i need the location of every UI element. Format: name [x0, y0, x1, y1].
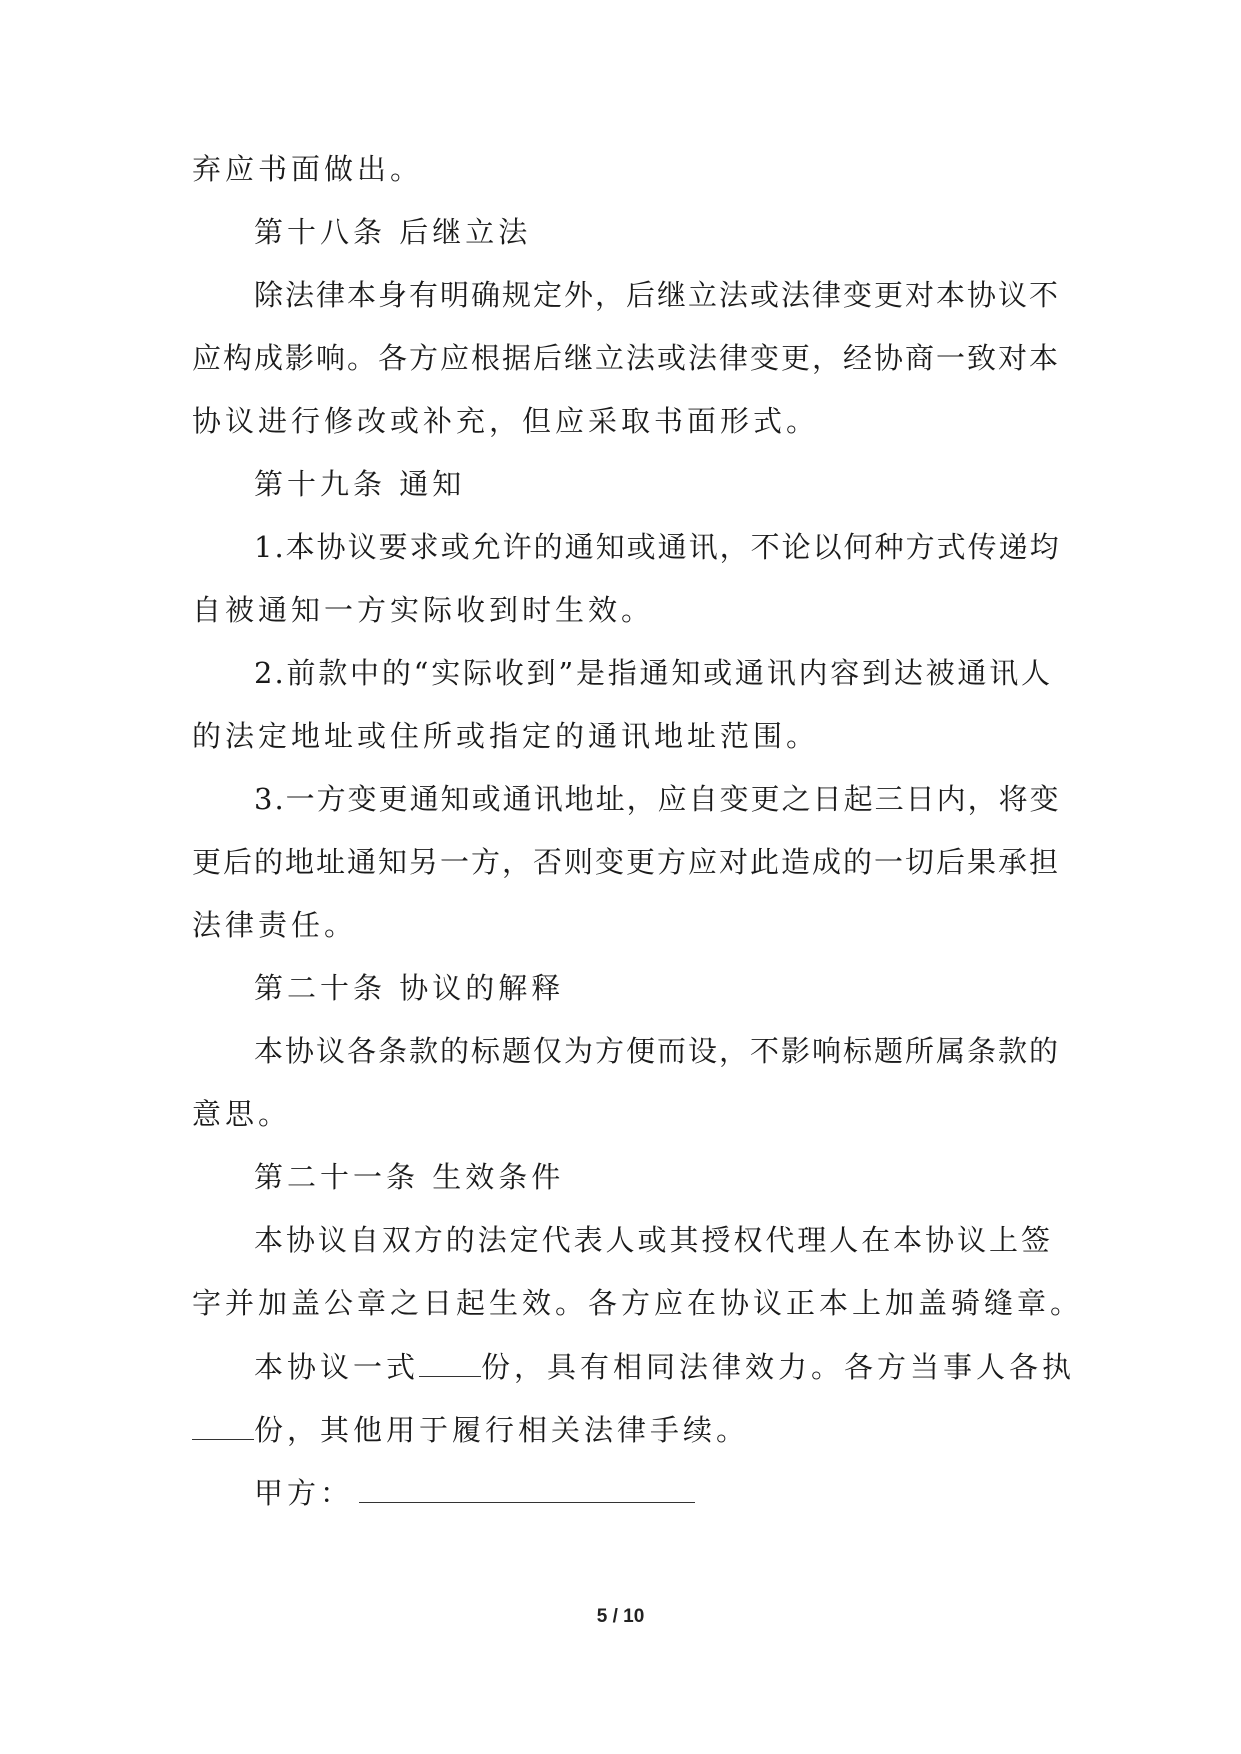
paragraph-line: 应构成影响。各方应根据后继立法或法律变更，经协商一致对本 [192, 341, 1061, 375]
paragraph-line: 协议进行修改或补充，但应采取书面形式。 [192, 404, 820, 438]
copies-line-2 [192, 1413, 1052, 1447]
party-a-label: 甲方： [254, 1476, 354, 1510]
copies-line [192, 1350, 1076, 1384]
paragraph-line: 3.一方变更通知或通讯地址，应自变更之日起三日内，将变 [254, 782, 1061, 816]
paragraph-line: 除法律本身有明确规定外，后继立法或法律变更对本协议不 [254, 278, 1061, 312]
paragraph-line: 2.前款中的“实际收到”是指通知或通讯内容到达被通讯人 [254, 656, 1052, 690]
paragraph-line: 的法定地址或住所或指定的通讯地址范围。 [192, 719, 820, 753]
paragraph-line: 本协议各条款的标题仅为方便而设，不影响标题所属条款的 [254, 1034, 1061, 1068]
copies-blank [419, 1352, 481, 1377]
article-21-heading: 第二十一条 生效条件 [254, 1160, 565, 1194]
copies-text-before: 本协议一式 [254, 1350, 420, 1384]
article-19-heading: 第十九条 通知 [254, 467, 466, 501]
article-20-heading: 第二十条 协议的解释 [254, 971, 565, 1005]
copies-text-after-2: 份，其他用于履行相关法律手续。 [254, 1413, 750, 1447]
paragraph-line: 本协议自双方的法定代表人或其授权代理人在本协议上签 [254, 1223, 1052, 1257]
paragraph-line: 自被通知一方实际收到时生效。 [192, 593, 655, 627]
paragraph-line: 法律责任。 [192, 908, 358, 942]
copies-each-blank [192, 1415, 254, 1440]
party-a-blank [359, 1478, 695, 1503]
paragraph-line: 更后的地址通知另一方，否则变更方应对此造成的一切后果承担 [192, 845, 1061, 879]
paragraph-line: 1.本协议要求或允许的通知或通讯，不论以何种方式传递均 [254, 530, 1061, 564]
paragraph-line: 意思。 [192, 1097, 292, 1131]
document-body [192, 152, 1084, 1541]
paragraph-line: 弃应书面做出。 [192, 152, 424, 186]
paragraph-line: 字并加盖公章之日起生效。各方应在协议正本上加盖骑缝章。 [192, 1286, 1084, 1320]
party-a-signature-line [192, 1476, 1052, 1510]
article-18-heading: 第十八条 后继立法 [254, 215, 532, 249]
copies-text-after: 份，具有相同法律效力。各方当事人各执 [481, 1350, 1076, 1384]
page-number: 5 / 10 [596, 1606, 645, 1627]
